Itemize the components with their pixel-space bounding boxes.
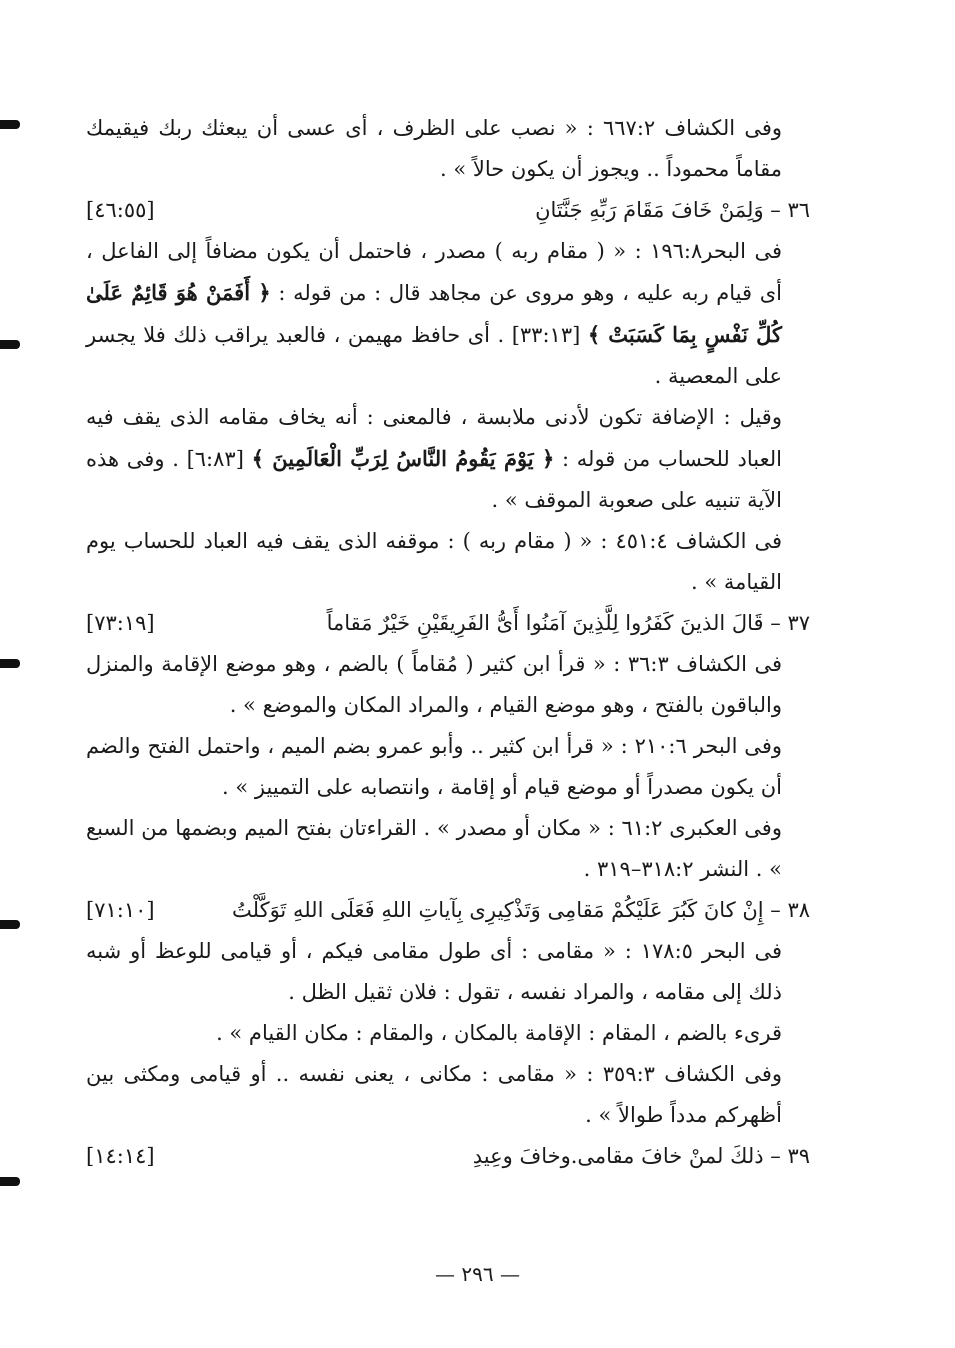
paragraph-text: [٦:٨٣] . وفى هذه الآية تنبيه على صعوبة الموقف » . bbox=[86, 447, 782, 512]
paragraph-quri: قرىء بالضم ، المقام : الإقامة بالمكان ، والمقام : مكان القيام » . bbox=[216, 1021, 782, 1045]
verse-text: ٣٨ – إِنْ كانَ كَبُرَ عَلَيْكُمْ مَقامِى وَتَذْكِيرِى بِآياتِ اللهِ فَعَلَى اللهِ تَوَكَّلْتُ bbox=[232, 898, 810, 922]
scan-edge-mark bbox=[0, 120, 20, 129]
paragraph-bahr-3: فى البحر ١٧٨:٥ : « مقامى : أى طول مقامى فيكم ، أو قيامى للوعظ أو شبه ذلك إلى مقامه ، والمراد نفسه ، تقول : فلان ثقيل الظل . bbox=[86, 939, 782, 1004]
scan-edge-mark bbox=[0, 659, 20, 668]
paragraph-kashshaf-3: فى الكشاف ٣٦:٣ : « قرأ ابن كثير ( مُقاماً ) بالضم ، وهو موضع الإقامة والمنزل والباقون بالفتح ، وهو موضع القيام ، والمراد المكان والموضع » . bbox=[86, 652, 783, 717]
paragraph-qil bbox=[86, 397, 810, 521]
verse-reference: [٧١:١٠] bbox=[86, 898, 155, 922]
verse-reference: [٤٦:٥٥] bbox=[86, 198, 155, 222]
verse-text: ٣٩ – ذلكَ لمنْ خافَ مقامى.وخافَ وعِيدِ bbox=[472, 1144, 810, 1168]
scan-edge-mark bbox=[0, 340, 20, 349]
quran-quote: ﴿ أَفَمَنْ هُوَ قَائِمٌ عَلَىٰ كُلِّ نَفْسٍ بِمَا كَسَبَتْ ﴾ bbox=[86, 280, 783, 347]
nashr-reference: النشر ٣١٨:٢–٣١٩ . bbox=[583, 857, 750, 881]
paragraph-kashshaf-1: وفى الكشاف ٦٦٧:٢ : « نصب على الظرف ، أى عسى أن يبعثك ربك فيقيمك مقاماً محموداً .. ويجوز أن يكون حالاً » . bbox=[86, 116, 783, 181]
paragraph-kashshaf-4: وفى الكشاف ٣٥٩:٣ : « مقامى : مكانى ، يعنى نفسه .. أو قيامى ومكثى بين أظهركم مدداً طوالاً » . bbox=[86, 1062, 783, 1127]
paragraph-bahr-2: وفى البحر ٢١٠:٦ : « قرأ ابن كثير .. وأبو عمرو بضم الميم ، واحتمل الفتح والضم أن يكون مصدراً أو موضع قيام أو إقامة ، وانتصابه على التمييز » . bbox=[86, 734, 782, 799]
page-number: — ٢٩٦ — bbox=[435, 1262, 520, 1286]
paragraph-text: [٣٣:١٣] . أى حافظ مهيمن ، فالعبد يراقب ذلك فلا يجسر على المعصية . bbox=[86, 323, 782, 388]
quran-quote: ﴿ يَوْمَ يَقُومُ النَّاسُ لِرَبِّ الْعَالَمِينَ ﴾ bbox=[251, 446, 555, 471]
paragraph-bahr-1 bbox=[86, 231, 810, 397]
paragraph-ukbari bbox=[86, 808, 810, 890]
verse-36 bbox=[86, 190, 810, 231]
verse-reference: [٧٣:١٩] bbox=[86, 611, 155, 635]
verse-text: ٣٧ – قَالَ الذينَ كَفَرُوا لِلَّذِينَ آمَنُوا أَىُّ الفَرِيقَيْنِ خَيْرٌ مَقاماً bbox=[326, 611, 810, 635]
page-body bbox=[86, 108, 810, 1177]
paragraph-text: وقيل : الإضافة تكون لأدنى ملابسة ، فالمعنى : أنه يخاف مقامه الذى يقف فيه العباد للحساب من قوله : bbox=[86, 405, 782, 471]
paragraph-text: وفى العكبرى ٦١:٢ : « مكان أو مصدر » . القراءتان بفتح الميم وبضمها من السبع » . bbox=[86, 816, 782, 881]
verse-text: ٣٦ – وَلِمَنْ خَافَ مَقَامَ رَبِّهِ جَنَّتَانِ bbox=[535, 198, 810, 222]
verse-39 bbox=[86, 1136, 810, 1177]
paragraph-text: فى البحر١٩٦:٨ : « ( مقام ربه ) مصدر ، فاحتمل أن يكون مضافاً إلى الفاعل ، أى قيام ربه عليه ، وهو مروى عن مجاهد قال : من قوله : bbox=[86, 239, 782, 305]
scan-edge-mark bbox=[0, 920, 20, 929]
paragraph-kashshaf-2: فى الكشاف ٤٥١:٤ : « ( مقام ربه ) : موقفه الذى يقف فيه العباد للحساب يوم القيامة » . bbox=[86, 529, 782, 594]
scan-edge-mark bbox=[0, 1177, 20, 1186]
verse-reference: [١٤:١٤] bbox=[86, 1144, 155, 1168]
verse-37 bbox=[86, 603, 810, 644]
verse-38 bbox=[86, 890, 810, 931]
